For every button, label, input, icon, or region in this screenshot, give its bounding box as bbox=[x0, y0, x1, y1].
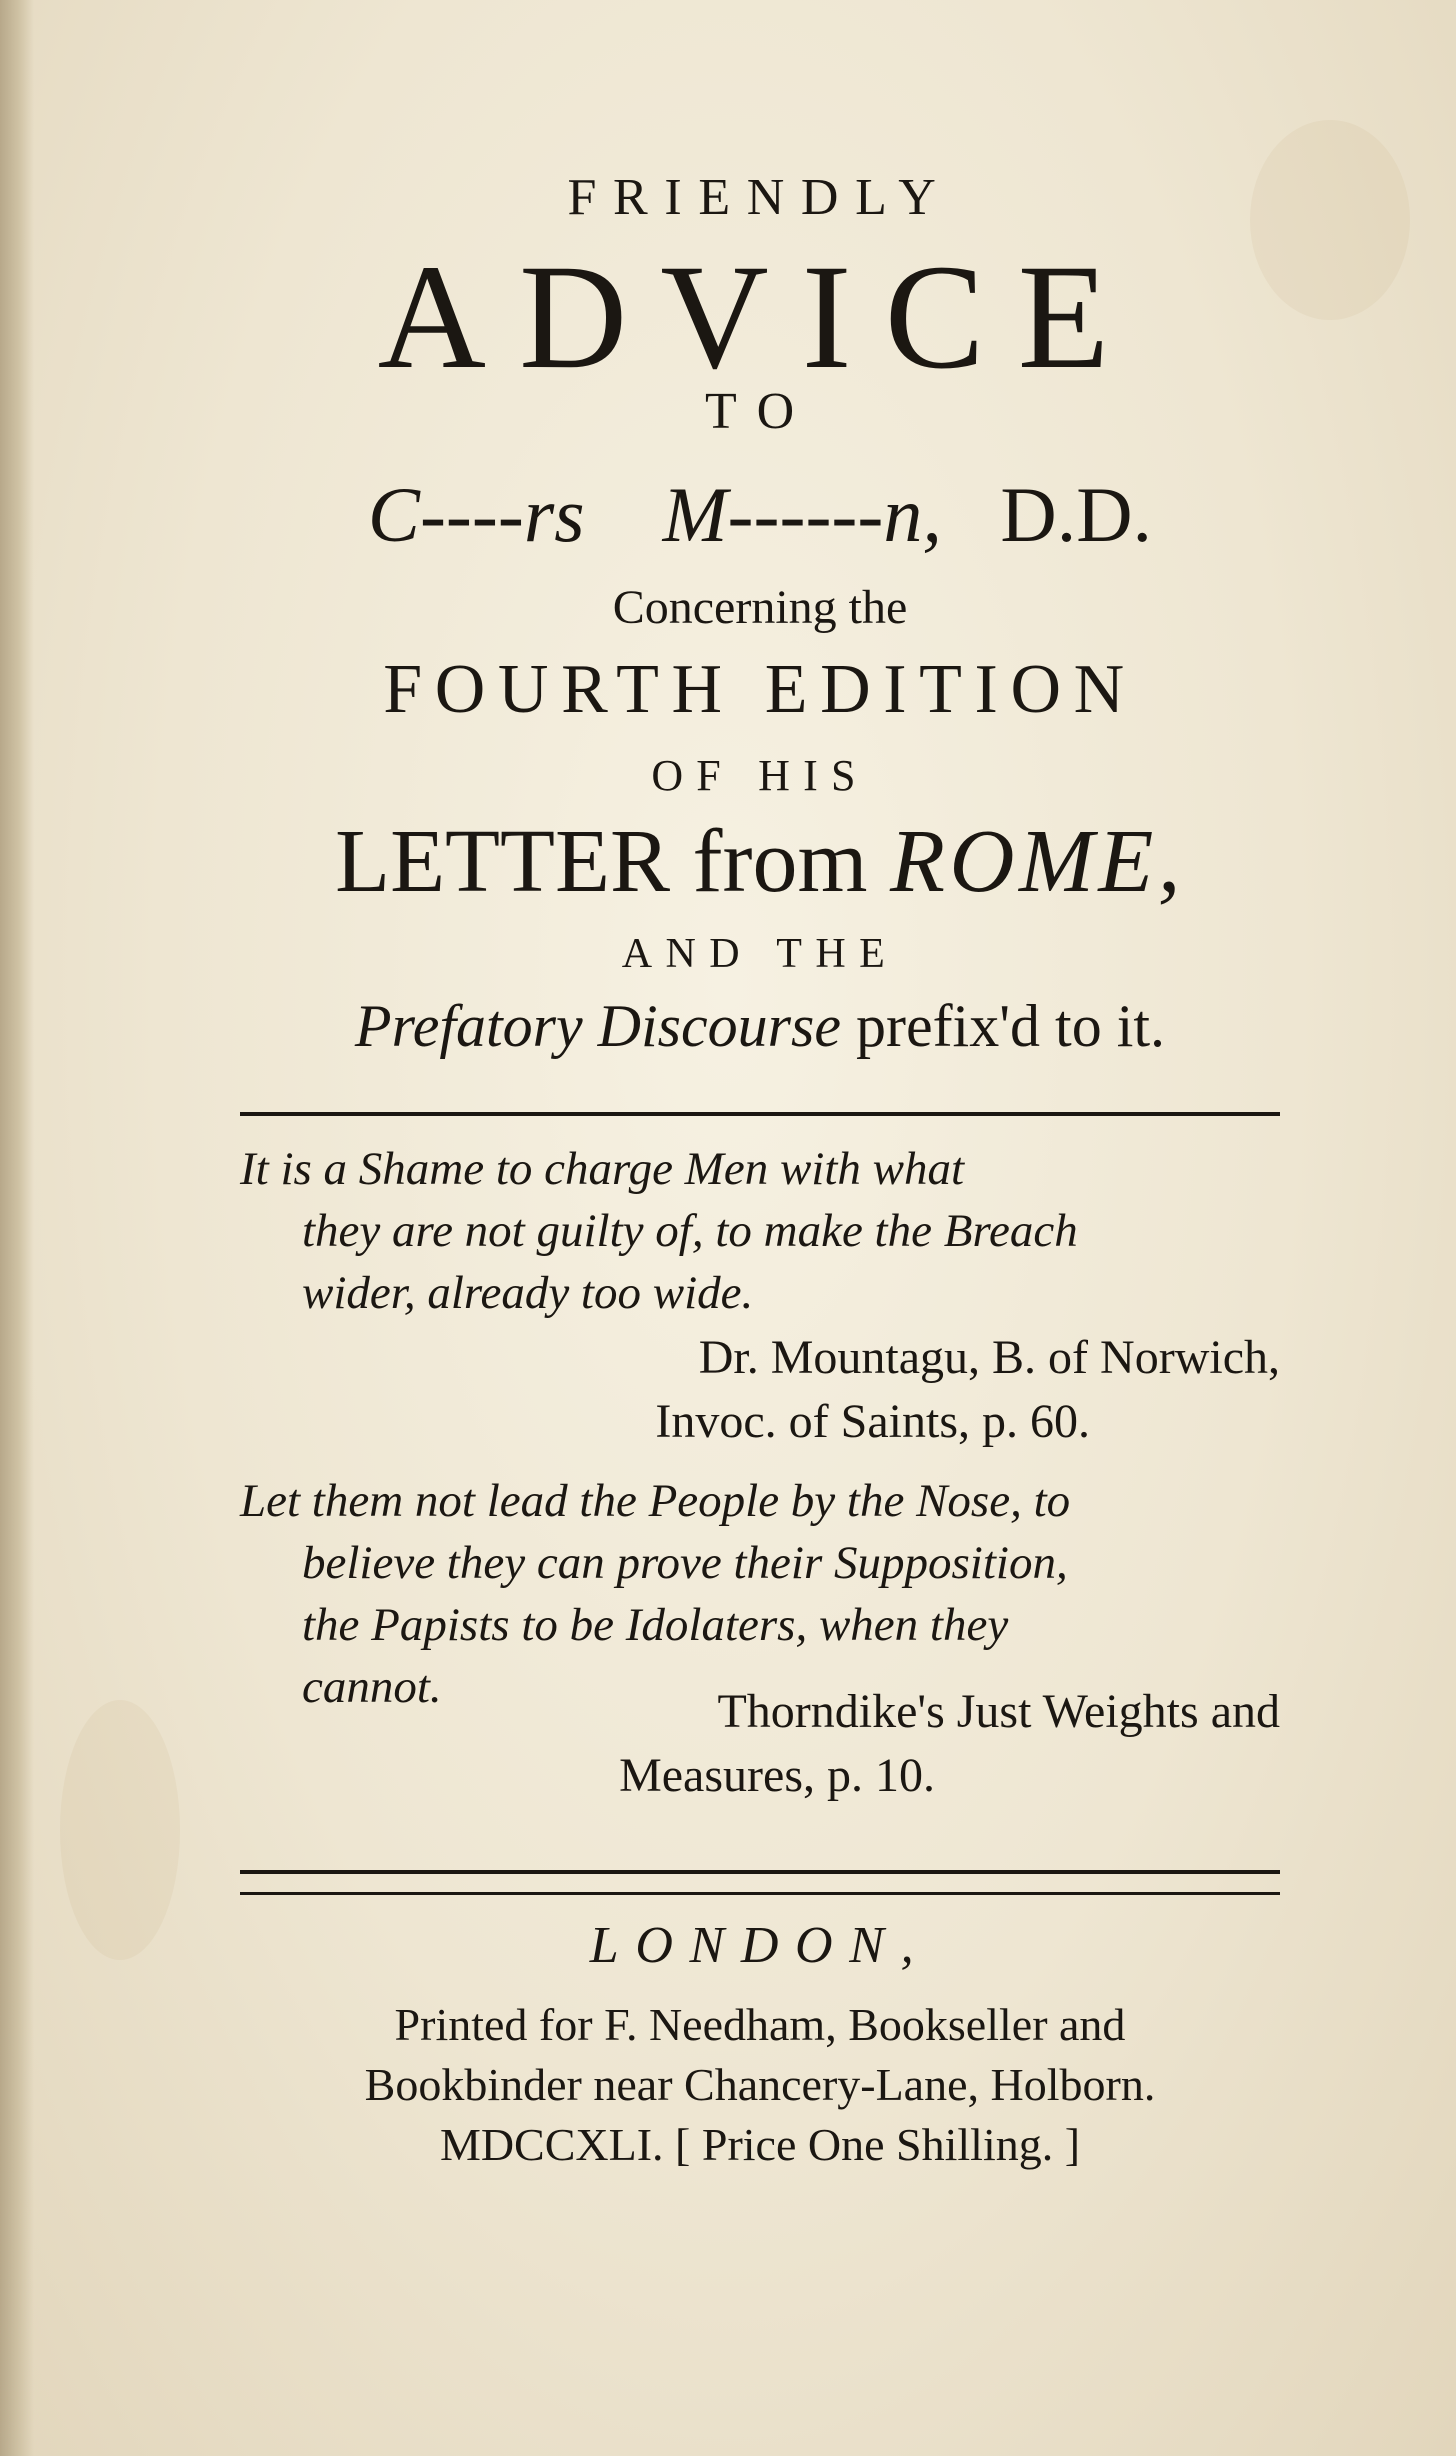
title-line-fourth-edition: FOURTH EDITION bbox=[383, 651, 1137, 728]
epigraph-line: cannot. bbox=[302, 1661, 442, 1713]
epigraph-line: Let them not lead the People by the Nose, to bbox=[240, 1475, 1071, 1527]
double-rule-bottom bbox=[240, 1892, 1280, 1895]
prefatory-discourse: Prefatory Discourse bbox=[354, 993, 841, 1059]
rome-word: ROME, bbox=[889, 812, 1185, 911]
epigraph-line: believe they can prove their Supposition, bbox=[302, 1537, 1068, 1589]
title-line-concerning: Concerning the bbox=[612, 581, 908, 634]
imprint-printed-for: Printed for F. Needham, Bookseller and bbox=[394, 1999, 1126, 2050]
imprint-bookbinder: Bookbinder near Chancery-Lane, Holborn. bbox=[364, 2059, 1156, 2110]
title-line-and-the: AND THE bbox=[621, 931, 899, 977]
page-gutter-shadow bbox=[0, 0, 34, 2456]
title-page bbox=[240, 150, 1280, 2350]
addressee-degree: D.D. bbox=[1000, 471, 1153, 558]
title-line-prefatory bbox=[240, 992, 1280, 1061]
addressee-line bbox=[240, 470, 1280, 560]
epigraph-line: they are not guilty of, to make the Breach bbox=[302, 1205, 1078, 1257]
epigraph-1-attribution-2: Invoc. of Saints, p. 60. bbox=[655, 1395, 1090, 1448]
epigraph-1-attribution-1: Dr. Mountagu, B. of Norwich, bbox=[698, 1331, 1280, 1384]
addressee-first: C----rs bbox=[367, 471, 585, 558]
prefixed-text: prefix'd to it. bbox=[855, 993, 1166, 1059]
epigraph-line: It is a Shame to charge Men with what bbox=[240, 1143, 965, 1195]
divider-rule bbox=[240, 1112, 1280, 1116]
epigraph-line: the Papists to be Idolaters, when they bbox=[302, 1599, 1009, 1651]
paper-stain bbox=[60, 1700, 180, 1960]
epigraph-line: wider, already too wide. bbox=[302, 1267, 754, 1319]
letter-word: LETTER bbox=[335, 812, 671, 911]
epigraph-1 bbox=[240, 1138, 1280, 1324]
from-word: from bbox=[692, 812, 868, 911]
imprint-city: LONDON, bbox=[589, 1917, 931, 1974]
epigraph-2-attribution-1: Thorndike's Just Weights and bbox=[717, 1685, 1280, 1738]
title-line-to: TO bbox=[705, 383, 815, 440]
epigraph-2-attribution-2: Measures, p. 10. bbox=[619, 1749, 935, 1802]
title-line-letter-from-rome bbox=[240, 810, 1280, 913]
title-line-friendly: FRIENDLY bbox=[567, 169, 953, 226]
addressee-last: M------n, bbox=[662, 471, 942, 558]
title-line-advice: ADVICE bbox=[377, 234, 1143, 400]
imprint-date-price: MDCCXLI. [ Price One Shilling. ] bbox=[439, 2119, 1081, 2170]
title-line-of-his: OF HIS bbox=[651, 751, 869, 800]
double-rule-top bbox=[240, 1870, 1280, 1874]
